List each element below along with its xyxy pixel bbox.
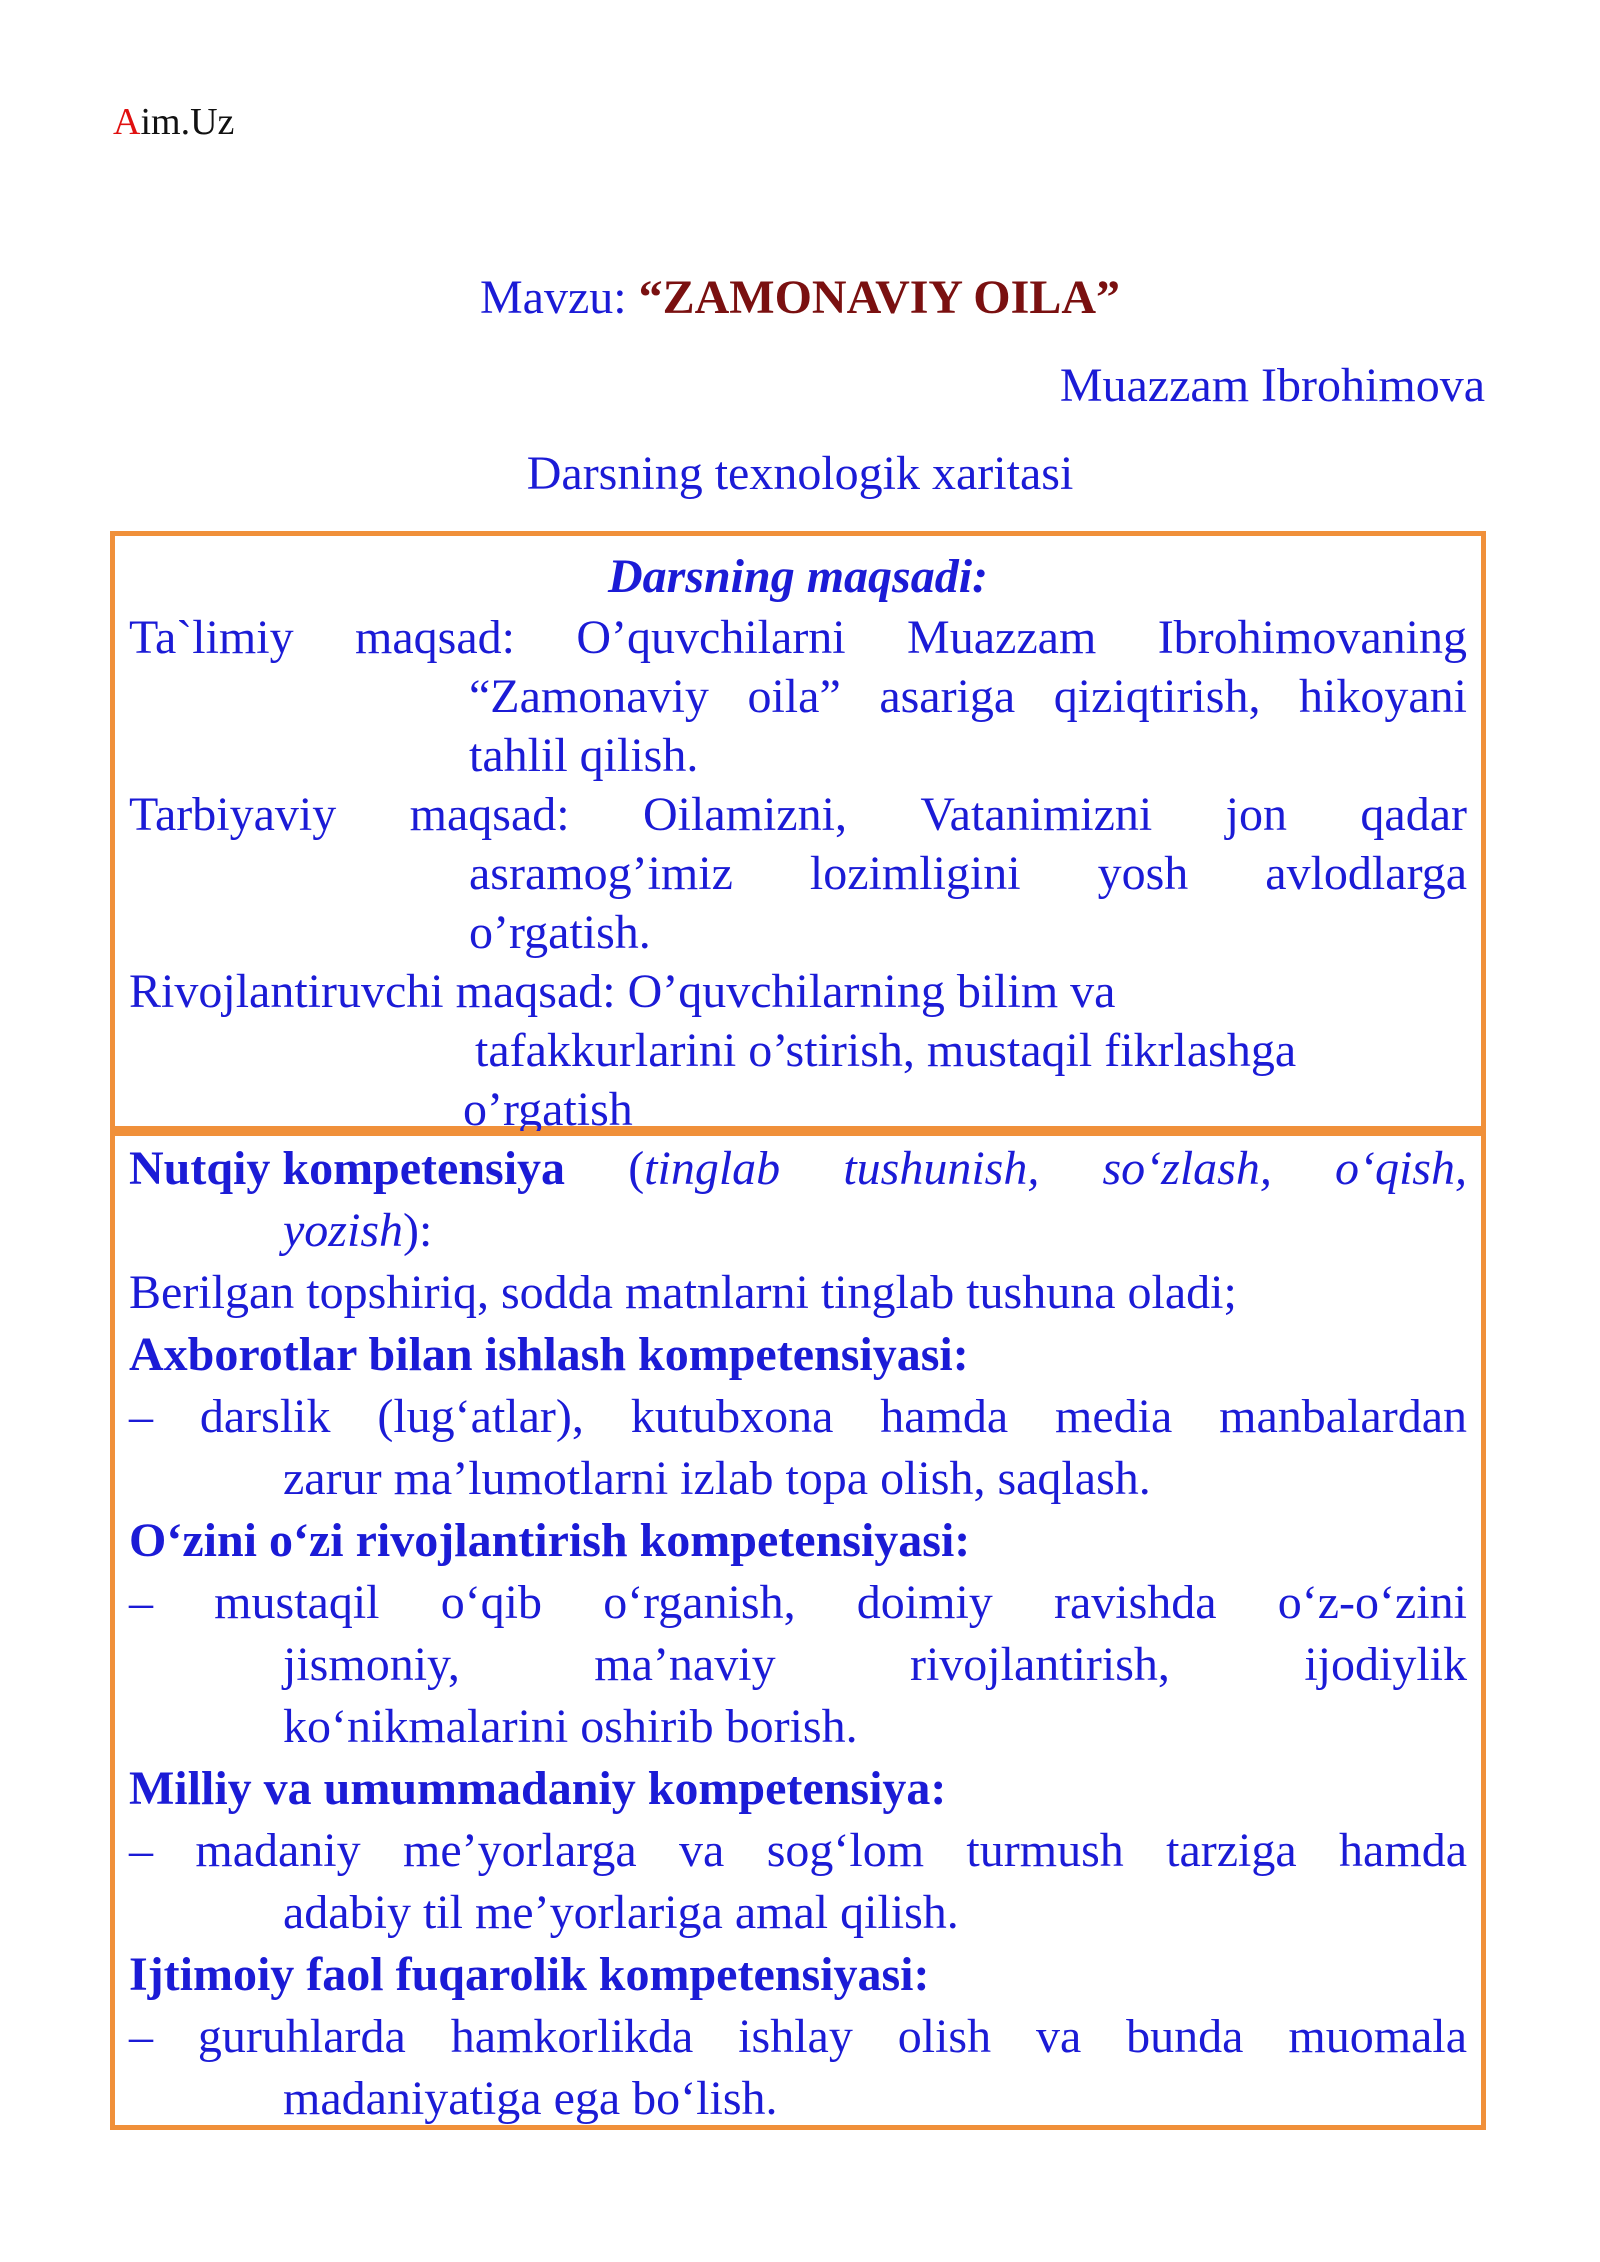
word: jon [1225,788,1287,841]
ijtimoiy-title: Ijtimoiy faol fuqarolik kompetensiyasi: [129,1948,930,2001]
goal-talimiy-line1 [129,608,1467,667]
nutqiy-skill: tushunish, [843,1142,1040,1195]
goal-tarbiyaviy-line3: o’rgatish. [469,906,651,959]
nutqiy-skill: yozish [283,1204,403,1257]
ozini-line3: ko‘nikmalarini oshirib borish. [283,1700,858,1753]
ozini-title: O‘zini o‘zi rivojlantirish kompetensiyasi: [129,1514,971,1567]
ijtimoiy-line1: – guruhlarda hamkorlikda ishlay olish va bunda muomala [129,2010,1467,2063]
word: O’quvchilarni [576,611,846,664]
goal-rivojlantiruvchi [129,962,1467,1139]
axborot-title: Axborotlar bilan ishlash kompetensiyasi: [129,1328,969,1381]
title-prefix: Mavzu: [479,271,639,324]
goal-talimiy-line2: “Zamonaviy oila” asariga qiziqtirish, hikoyani [469,670,1467,723]
nutqiy-skill: o‘qish, [1334,1142,1467,1195]
word: Ta`limiy [129,611,294,664]
milliy-title: Milliy va umummadaniy kompetensiya: [129,1762,947,1815]
paren-close: ): [403,1204,433,1257]
goal-tarbiyaviy-line2: asramog’imiz lozimligini yosh avlodlarga [469,847,1467,900]
ozini-line1: – mustaqil o‘qib o‘rganish, doimiy ravishda o‘z-o‘zini [129,1576,1467,1629]
goals-box [110,531,1486,1136]
goal-talimiy-line3: tahlil qilish. [469,729,699,782]
paren-open: ( [628,1142,645,1195]
milliy-line2: adabiy til me’yorlariga amal qilish. [283,1886,959,1939]
word: Oilamizni, [642,788,847,841]
competencies-box [110,1131,1486,2130]
ijtimoiy-line2: madaniyatiga ega bo‘lish. [283,2072,778,2125]
milliy-line1: – madaniy me’yorlarga va sog‘lom turmush tarziga hamda [129,1824,1467,1877]
nutqiy-title: Nutqiy kompetensiya [129,1142,566,1195]
goal-rivojlantiruvchi-line3: o’rgatish [463,1083,633,1136]
word: Muazzam [907,611,1097,664]
nutqiy-skill: so‘zlash, [1102,1142,1272,1195]
nutqiy-skill: tinglab [644,1142,781,1195]
nutqiy-heading-cont [129,1200,1467,1262]
goal-tarbiyaviy [129,785,1467,962]
author-name: Muazzam Ibrohimova [1059,359,1485,412]
logo-first-letter: A [113,101,141,143]
nutqiy-paren [628,1138,780,1200]
nutqiy-text: Berilgan topshiriq, sodda matnlarni tinglab tushuna oladi; [129,1266,1237,1319]
title-topic: “ZAMONAVIY OILA” [638,271,1120,324]
word: Vatanimizni [920,788,1153,841]
site-logo [113,100,234,144]
word: Ibrohimovaning [1157,611,1467,664]
word: maqsad: [409,788,570,841]
goal-rivojlantiruvchi-line2: tafakkurlarini o’stirish, mustaqil fikrlashga [475,1024,1297,1077]
axborot-line2: zarur ma’lumotlarni izlab topa olish, saqlash. [283,1452,1151,1505]
goal-talimiy [129,608,1467,785]
word: qadar [1360,788,1467,841]
nutqiy-heading [129,1138,1467,1200]
page-title [0,270,1600,325]
page-subtitle: Darsning texnologik xaritasi [526,447,1074,500]
logo-rest: im.Uz [140,101,235,143]
goal-tarbiyaviy-line1 [129,785,1467,844]
axborot-line1: – darslik (lug‘atlar), kutubxona hamda media manbalardan [129,1390,1467,1443]
goals-heading: Darsning maqsadi: [607,550,989,603]
goal-rivojlantiruvchi-line1: Rivojlantiruvchi maqsad: O’quvchilarning bilim va [129,965,1116,1018]
word: Tarbiyaviy [129,788,337,841]
ozini-line2: jismoniy, ma’naviy rivojlantirish, ijodiylik [283,1638,1467,1691]
word: maqsad: [355,611,515,664]
